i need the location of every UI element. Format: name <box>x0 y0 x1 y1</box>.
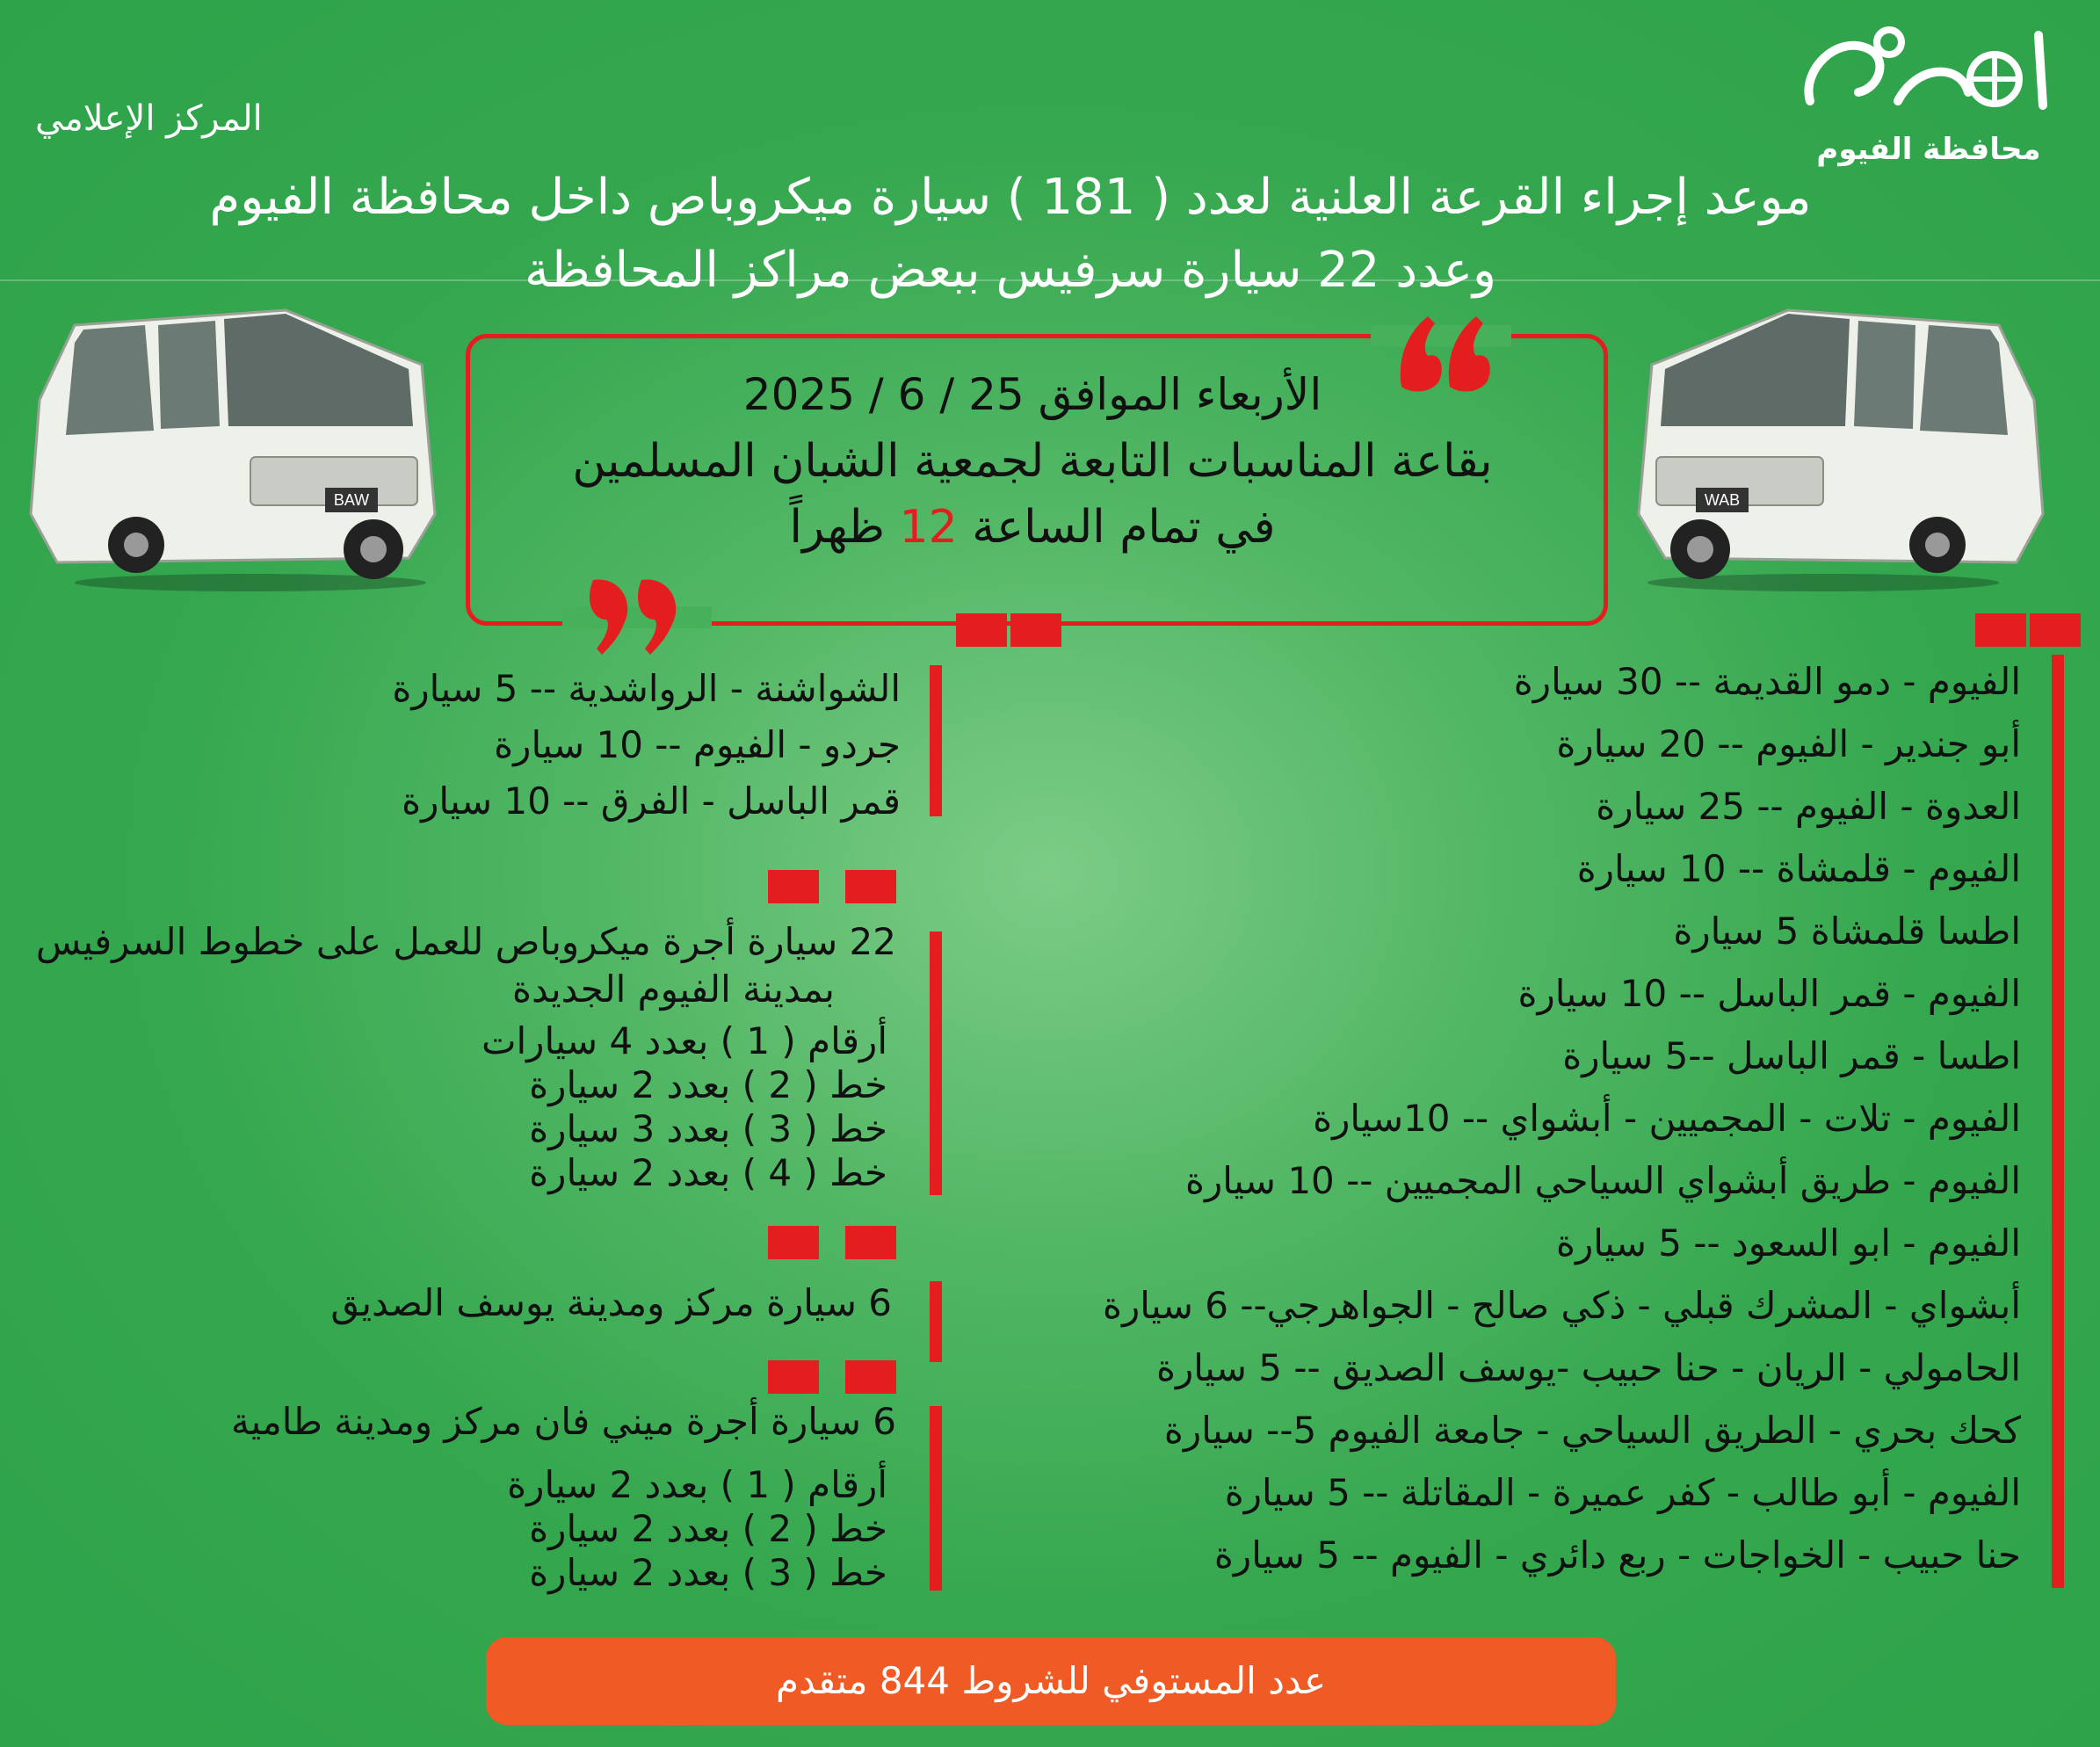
routes-list-left <box>392 661 901 830</box>
service-line: 22 سيارة أجرة ميكروباص للعمل على خطوط السرفيس <box>35 920 896 963</box>
route-item: الحامولي - الريان - حنا حبيب -يوسف الصديق -- 5 سيارة <box>1155 1346 2021 1389</box>
tamiya-service: 6 سيارة أجرة ميني فان مركز ومدينة طامية <box>231 1400 896 1443</box>
red-marker <box>845 1360 896 1394</box>
route-item: الفيوم - تلات - المجميين - أبشواي -- 10سيارة <box>1313 1097 2021 1140</box>
event-venue: بقاعة المناسبات التابعة لجمعية الشبان المسلمين <box>572 435 1493 488</box>
left-bar-4 <box>930 1406 942 1591</box>
route-item: حنا حبيب - الخواجات - ربع دائري - الفيوم -- 5 سيارة <box>1213 1533 2021 1577</box>
service-line: بمدينة الفيوم الجديدة <box>511 968 835 1011</box>
red-marker <box>2030 613 2081 647</box>
new-fayoum-service-lines <box>482 1019 887 1195</box>
service-line: أرقام ( 1 ) بعدد 4 سيارات <box>481 1019 887 1062</box>
left-bar-1 <box>930 665 942 816</box>
media-center-label: المركز الإعلامي <box>35 98 263 139</box>
route-item: اطسا قلمشاة 5 سيارة <box>1673 910 2021 953</box>
route-item: أبشواي - المشرك قبلي - ذكي صالح - الجواهرجي-- 6 سيارة <box>1102 1284 2021 1327</box>
event-time-suffix: ظهراً <box>789 501 885 554</box>
logo-caption: محافظة الفيوم <box>1816 132 2041 167</box>
red-marker <box>768 1226 819 1259</box>
route-item: الفيوم - دمو القديمة -- 30 سيارة <box>1513 660 2021 703</box>
event-time-prefix: في تمام الساعة <box>972 501 1276 554</box>
footer-text: عدد المستوفي للشروط 844 متقدم <box>776 1659 1326 1702</box>
service-line: خط ( 2 ) بعدد 2 سيارة <box>529 1063 887 1106</box>
governorate-logo <box>1784 18 2074 167</box>
van-right-plate: WAB <box>1704 491 1741 509</box>
red-marker <box>956 613 1007 647</box>
event-time-hour: 12 <box>899 501 958 554</box>
quote-close-icon <box>584 571 690 668</box>
route-item: الفيوم - أبو طالب - كفر عميرة - المقاتلة -- 5 سيارة <box>1224 1471 2021 1514</box>
route-item: كحك بحري - الطريق السياحي - جامعة الفيوم 5-- سيارة <box>1163 1409 2021 1452</box>
page-title-line2: وعدد 22 سيارة سرفيس ببعض مراكز المحافظة <box>524 242 1497 299</box>
red-marker <box>845 870 896 903</box>
route-item: الفيوم - طريق أبشواي السياحي المجميين -- 10 سيارة <box>1185 1159 2021 1202</box>
microbus-van-right <box>1630 303 2052 593</box>
red-marker <box>768 870 819 903</box>
tamiya-service-lines <box>507 1463 887 1595</box>
logo-mark-icon <box>1784 18 2074 123</box>
route-item: الفيوم - قمر الباسل -- 10 سيارة <box>1517 972 2021 1015</box>
van-left-plate: BAW <box>333 491 370 509</box>
microbus-van-left <box>22 303 444 593</box>
event-time <box>474 501 1590 554</box>
route-item: العدوة - الفيوم -- 25 سيارة <box>1596 785 2021 828</box>
left-bar-2 <box>930 931 942 1195</box>
service-line: خط ( 2 ) بعدد 2 سيارة <box>529 1507 887 1550</box>
left-bar-3 <box>930 1281 942 1362</box>
new-fayoum-service-header <box>36 918 896 1013</box>
route-item: اطسا - قمر الباسل --5 سيارة <box>1562 1034 2021 1077</box>
service-line: خط ( 3 ) بعدد 3 سيارة <box>529 1107 887 1150</box>
red-marker <box>768 1360 819 1394</box>
page-title-line1: موعد إجراء القرعة العلنية لعدد ( 181 ) سيارة ميكروباص داخل محافظة الفيوم <box>209 169 1812 226</box>
right-column-bar <box>2052 655 2064 1588</box>
route-item: الشواشنة - الرواشدية -- 5 سيارة <box>392 667 901 710</box>
service-line: أرقام ( 1 ) بعدد 2 سيارة <box>507 1463 887 1506</box>
routes-list-right <box>1054 650 2021 1586</box>
red-marker <box>1010 613 1061 647</box>
route-item: الفيوم - ابو السعود -- 5 سيارة <box>1555 1221 2021 1265</box>
yousef-service: 6 سيارة مركز ومدينة يوسف الصديق <box>330 1281 892 1324</box>
red-marker <box>845 1226 896 1259</box>
service-line: خط ( 3 ) بعدد 2 سيارة <box>529 1551 887 1594</box>
route-item: قمر الباسل - الفرق -- 10 سيارة <box>402 779 901 823</box>
service-line: خط ( 4 ) بعدد 2 سيارة <box>529 1151 887 1194</box>
route-item: جردو - الفيوم -- 10 سيارة <box>494 723 901 766</box>
red-marker <box>1975 613 2026 647</box>
route-item: الفيوم - قلمشاة -- 10 سيارة <box>1576 847 2021 890</box>
route-item: أبو جندير - الفيوم -- 20 سيارة <box>1556 722 2021 765</box>
event-date: الأربعاء الموافق 25 / 6 / 2025 <box>742 369 1322 420</box>
